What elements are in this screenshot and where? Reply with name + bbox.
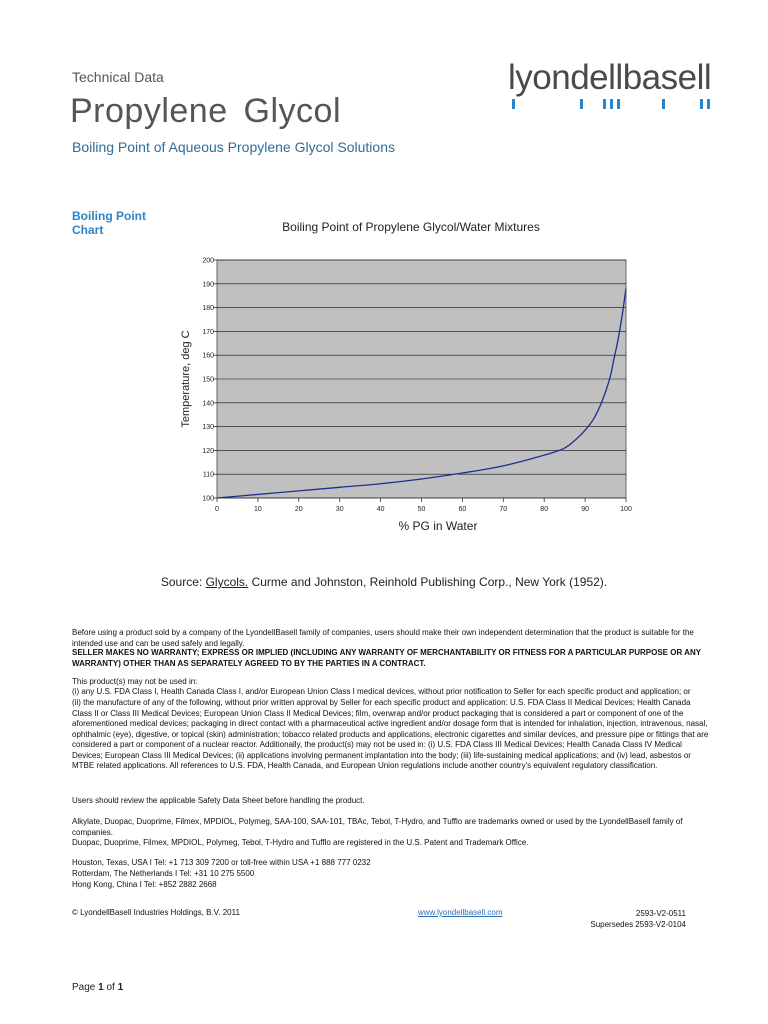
x-tick-label: 50 (417, 506, 426, 513)
document-number: 2593-V2-0511 (635, 909, 686, 918)
address-houston: Houston, Texas, USA I Tel: +1 713 309 7200 or toll-free within USA +1 888 777 0232 (72, 858, 371, 867)
x-tick-label: 90 (581, 506, 589, 513)
y-axis-label: Temperature, deg C (180, 330, 192, 428)
y-tick-label: 150 (202, 376, 214, 384)
x-tick-label: 30 (335, 506, 344, 513)
page-of: of (103, 982, 118, 993)
logo-wordmark: lyondellbasell (508, 58, 712, 97)
source-rest: Curme and Johnston, Reinhold Publishing Corp., New York (1952). (248, 575, 608, 589)
x-tick-label: 40 (376, 506, 385, 513)
address-rotterdam: Rotterdam, The Netherlands I Tel: +31 10 275 5500 (72, 869, 255, 878)
logo-bars-icon (508, 58, 718, 118)
x-tick-label: 60 (458, 506, 467, 513)
source-book: Glycols. (205, 575, 249, 589)
page-subtitle: Boiling Point of Aqueous Propylene Glycol Solutions (72, 139, 395, 155)
section-heading (72, 209, 172, 237)
y-tick-label: 110 (202, 471, 214, 479)
copyright: © LyondellBasell Industries Holdings, B.V. 2011 (72, 908, 240, 917)
disclaimer-sds: Users should review the applicable Safety Data Sheet before handling the product. (72, 796, 365, 805)
address-hongkong: Hong Kong, China I Tel: +852 2882 2668 (72, 880, 217, 889)
disclaimer-restrictions-title: This product(s) may not be used in: (72, 677, 198, 686)
website-link[interactable]: www.lyondellbasell.com (418, 908, 503, 917)
page-title: Propylene Glycol (70, 92, 342, 130)
source-citation (0, 575, 768, 589)
y-tick-label: 140 (202, 400, 214, 408)
y-tick-label: 190 (202, 281, 214, 289)
disclaimer-warranty: SELLER MAKES NO WARRANTY; EXPRESS OR IMPLIED (INCLUDING ANY WARRANTY OF MERCHANTABILITY OR FITNESS FOR A PARTICULAR PURPOSE OR ANY WARRANTY) OTHER THAN AS SEPARATELY AGREED TO BY THE PARTIES IN A CONTRACT. (72, 648, 701, 668)
y-tick-label: 180 (202, 305, 214, 313)
page-current: 1 (98, 982, 104, 993)
x-tick-label: 80 (540, 506, 549, 513)
document-code (560, 908, 686, 930)
supersedes-number: Supersedes 2593-V2-0104 (590, 920, 686, 929)
chart-title: Boiling Point of Propylene Glycol/Water Mixtures (282, 220, 540, 234)
y-tick-label: 120 (202, 447, 214, 455)
y-tick-label: 130 (202, 424, 214, 432)
y-tick-label: 200 (202, 257, 214, 265)
y-tick-label: 160 (202, 352, 214, 360)
trademark-notice: Alkylate, Duopac, Duoprime, Filmex, MPDIOL, Polymeg, SAA-100, SAA-101, TBAc, Tebol, T-Hydro, and Tufflo are trademarks owned or used by the LyondellBasell family of companies. (72, 817, 683, 837)
section-heading-line2: Chart (72, 223, 104, 237)
x-tick-label: 0 (215, 506, 219, 513)
page-number (72, 982, 123, 993)
y-tick-label: 100 (202, 495, 214, 503)
registered-notice: Duopac, Duoprime, Filmex, MPDIOL, Polymeg, Tebol, T-Hydro and Tufflo are registered in the U.S. Patent and Trademark Office. (72, 838, 529, 847)
x-axis (215, 498, 632, 513)
x-tick-label: 70 (499, 506, 508, 513)
source-prefix: Source: (160, 575, 206, 589)
company-logo (508, 58, 718, 118)
disclaimer-usage: Before using a product sold by a company of the LyondellBasell family of companies, users should make their own independent determination that the product is suitable for the intended use and can be used safely and legally. (72, 628, 694, 648)
y-tick-label: 170 (202, 328, 214, 336)
x-tick-label: 20 (294, 506, 303, 513)
disclaimer-restriction-2: (ii) the manufacture of any of the following, without prior written approval by Seller for each specific product and application: U.S. FDA Class II Medical Devices; Health Canada Class II or Class III Medical Devices; European Union Class II Medical Devices; film, overwrap and/or product packaging that is considered a part or component of one of the aforementioned medical devices; packaging in direct contact with a pharmaceutical active ingredient and/or dosage form that is intended for inhalation, injection, intravenous, nasal, ophthalmic (eye), digestive, or topical (skin) administration; tobacco related products and applications, electronic cigarettes and similar devices, and pressure pipe or fittings that are considered a part or component of a nuclear reactor. Additionally, the product(s) may not be used in: (i) U.S. FDA Class III Medical Devices; Health Canada Class IV Medical Devices; European Class III Medical Devices; (ii) applications involving permanent implantation into the body; (iii) life-sustaining medical applications; and (iv) lead, asbestos or MTBE related applications. All references to U.S. FDA, Health Canada, and European Union regulations include another country's equivalent regulatory classification. (72, 698, 709, 770)
boiling-point-chart (170, 248, 640, 540)
x-axis-label: % PG in Water (398, 519, 478, 533)
document-label: Technical Data (72, 69, 164, 85)
section-heading-line1: Boiling Point (72, 209, 146, 223)
x-tick-label: 100 (620, 506, 632, 513)
page-prefix: Page (72, 982, 99, 993)
disclaimer-restriction-1: (i) any U.S. FDA Class I, Health Canada Class I, and/or European Union Class I medical devices, without prior notification to Seller for each specific product and application; or (72, 687, 691, 696)
page-total: 1 (117, 982, 124, 993)
x-tick-label: 10 (254, 506, 262, 513)
y-axis (202, 258, 217, 503)
